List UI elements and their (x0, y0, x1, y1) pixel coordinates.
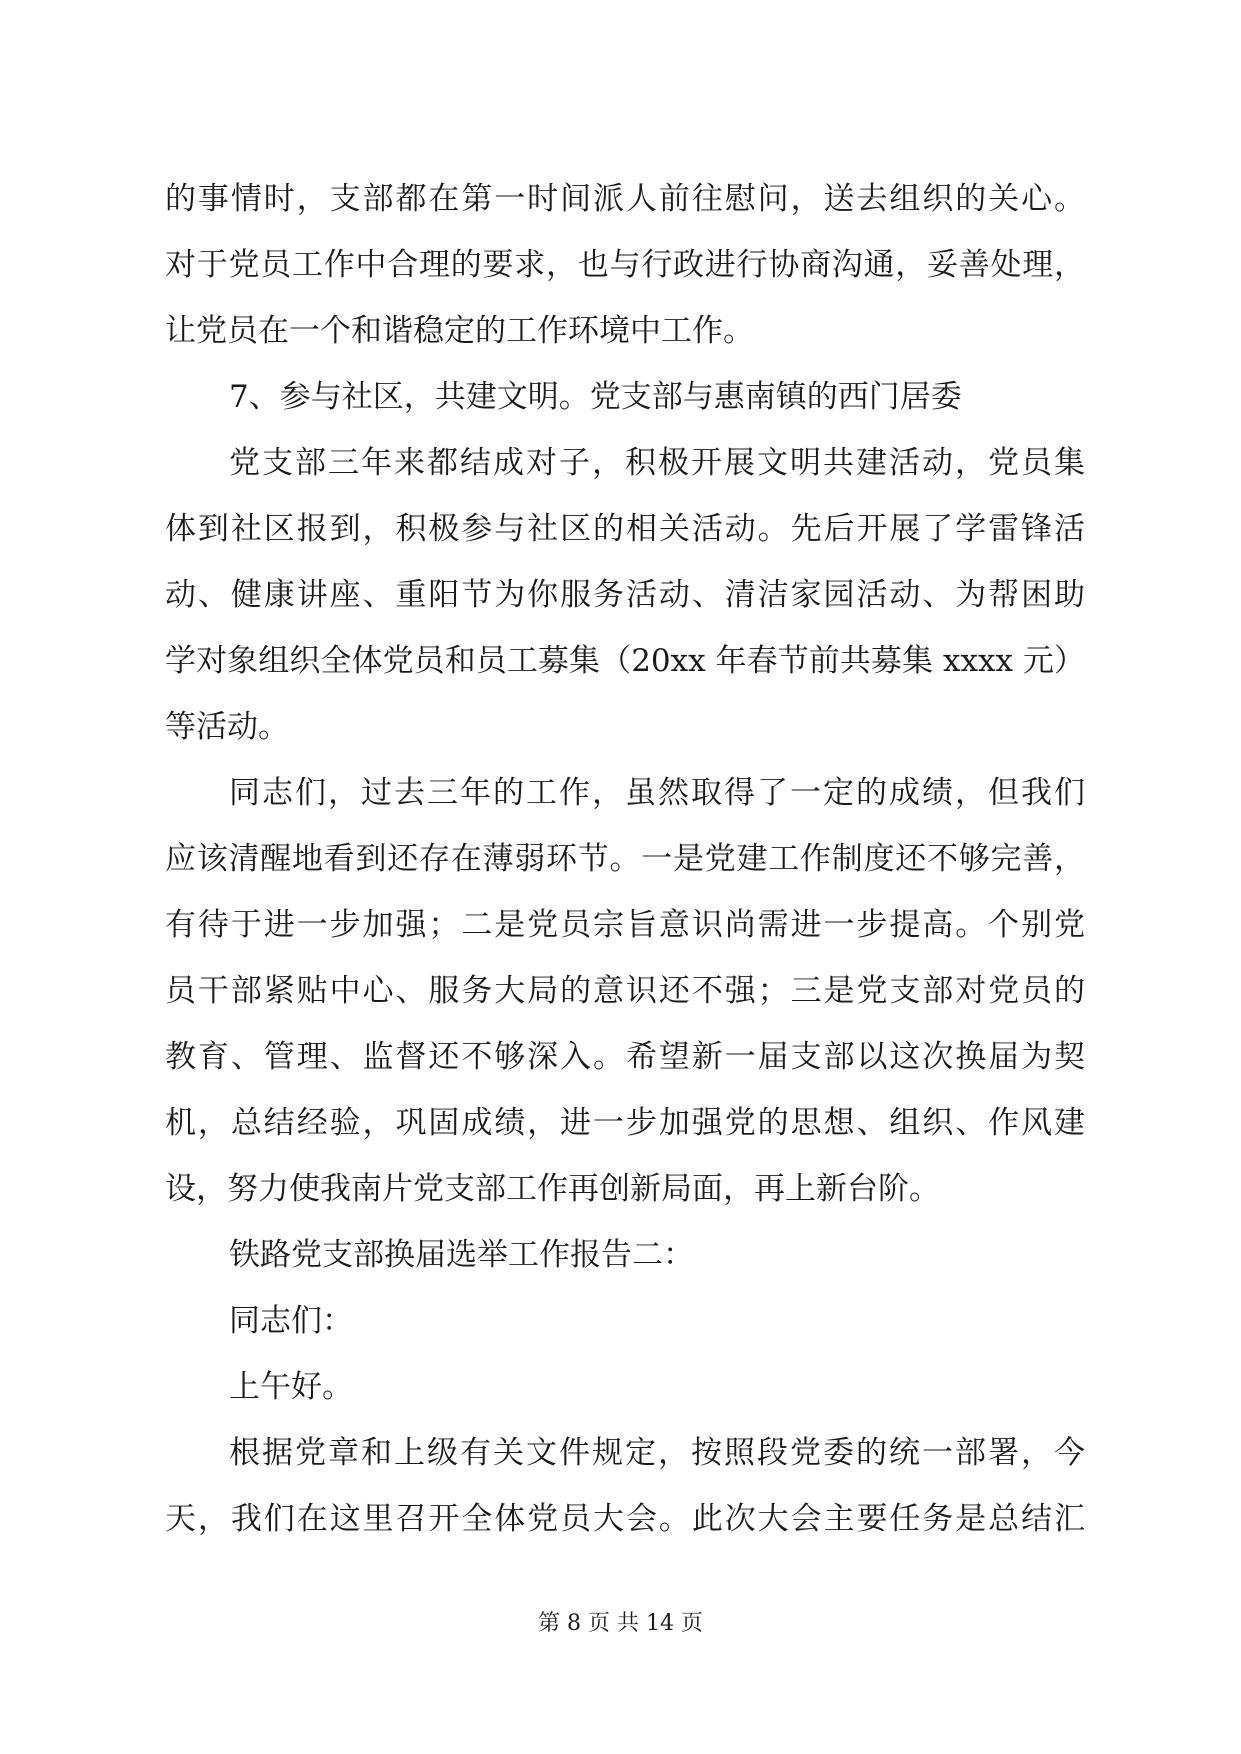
text-line: 天，我们在这里召开全体党员大会。此次大会主要任务是总结汇 (165, 1501, 1085, 1537)
text-line: 学对象组织全体党员和员工募集（20xx 年春节前共募集 xxxx 元） (165, 643, 1085, 679)
text-line: 对于党员工作中合理的要求，也与行政进行协商沟通，妥善处理， (165, 247, 1085, 283)
text-line: 党支部三年来都结成对子，积极开展文明共建活动，党员集 (229, 445, 1085, 481)
text-line: 机，总结经验，巩固成绩，进一步加强党的思想、组织、作风建 (165, 1105, 1085, 1141)
text-line: 根据党章和上级有关文件规定，按照段党委的统一部署，今 (229, 1435, 1085, 1471)
text-line: 7、参与社区，共建文明。党支部与惠南镇的西门居委 (229, 379, 962, 415)
text-line: 有待于进一步加强；二是党员宗旨意识尚需进一步提高。个别党 (165, 907, 1085, 943)
text-line: 的事情时，支部都在第一时间派人前往慰问，送去组织的关心。 (165, 181, 1085, 217)
text-line: 员干部紧贴中心、服务大局的意识还不强；三是党支部对党员的 (165, 973, 1085, 1009)
text-line: 铁路党支部换届选举工作报告二： (229, 1237, 694, 1273)
text-line: 教育、管理、监督还不够深入。希望新一届支部以这次换届为契 (165, 1039, 1085, 1075)
text-line: 设，努力使我南片党支部工作再创新局面，再上新台阶。 (165, 1171, 940, 1207)
text-line: 同志们，过去三年的工作，虽然取得了一定的成绩，但我们 (229, 775, 1085, 811)
text-line: 体到社区报到，积极参与社区的相关活动。先后开展了学雷锋活 (165, 511, 1085, 547)
text-line: 等活动。 (165, 709, 289, 745)
text-line: 动、健康讲座、重阳节为你服务活动、清洁家园活动、为帮困助 (165, 577, 1085, 613)
page-number-footer: 第 8 页 共 14 页 (538, 1611, 703, 1636)
text-line: 让党员在一个和谐稳定的工作环境中工作。 (165, 313, 754, 349)
text-line: 应该清醒地看到还存在薄弱环节。一是党建工作制度还不够完善， (165, 841, 1085, 877)
text-line: 同志们： (229, 1303, 353, 1339)
text-line: 上午好。 (229, 1369, 353, 1405)
